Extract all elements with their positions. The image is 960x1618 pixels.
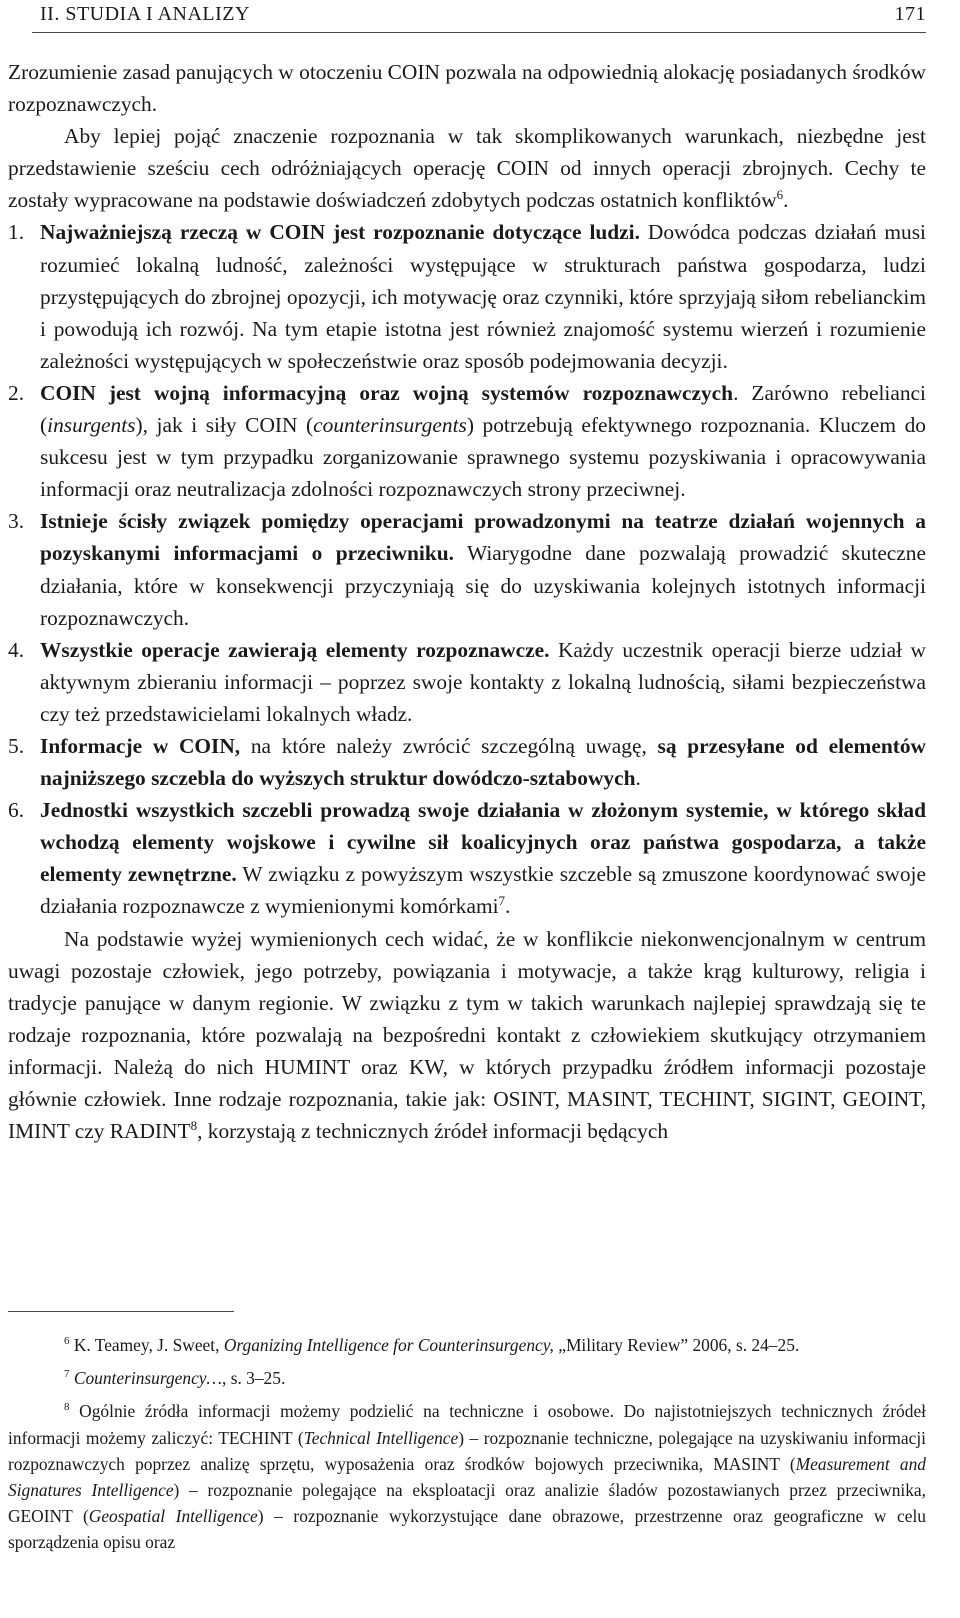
footnote-text: ) – rozpoznanie techniczne, polegające na uzyskiwaniu informacji rozpoznawczych poprzez analizę sprzętu, wyposażenia oraz środków bojowych przeciwnika, MASINT (	[8, 1427, 926, 1474]
footnote-text: ) – rozpoznanie polegające na eksploatacji oraz analizie śladów pozostawianych przez przeciwnika, GEOINT (	[8, 1480, 926, 1527]
paragraph-text: .	[783, 188, 789, 213]
list-item	[8, 505, 926, 633]
footnote-text: K. Teamey, J. Sweet,	[69, 1335, 224, 1355]
list-item-heading: Istnieje ścisły związek pomiędzy operacjami prowadzonymi na teatrze działań wojennych a pozyskanymi informacjami o przeciwniku.	[40, 509, 926, 566]
footnote-number: 8	[64, 1401, 70, 1414]
italic-term: insurgents	[47, 413, 136, 438]
paragraph	[8, 120, 926, 216]
footnote-text: , s. 3–25.	[222, 1368, 286, 1389]
list-item-text: ), jak i siły COIN (	[135, 413, 314, 438]
footnote-text: ) – rozpoznanie wykorzystujące dane obrazowe, przestrzenne oraz geograficzne w celu sporządzenia opisu oraz	[8, 1506, 926, 1553]
footnote-text: Ogólnie źródła informacji możemy podzielić na techniczne i osobowe. Do najistotniejszych technicznych źródeł informacji możemy zaliczyć: TECHINT (	[8, 1401, 926, 1448]
footnote-number: 6	[64, 1335, 70, 1348]
list-item-text: Każdy uczestnik operacji bierze udział w aktywnym zbieraniu informacji – poprzez swoje kontakty z lokalną ludnością, siłami bezpieczeństwa czy też przedstawicielami lokalnych władz.	[40, 637, 927, 726]
footnote-term: Technical Intelligence	[303, 1427, 459, 1448]
list-item-heading: są przesyłane od elementów najniższego szczebla do wyższych struktur dowódczo-sztabowych	[40, 733, 926, 791]
paragraph-text: , korzystają z technicznych źródeł informacji będących	[197, 1119, 669, 1144]
footnote	[8, 1332, 926, 1358]
footnote-ref: 8	[190, 1117, 198, 1133]
list-item-text: . Zarówno rebelianci (	[40, 380, 926, 438]
list-number: 5.	[8, 733, 25, 758]
list-item-text: .	[635, 766, 641, 791]
list-item-heading: COIN jest wojną informacyjną oraz wojną systemów rozpoznawczych	[40, 380, 734, 405]
paragraph-text: Na podstawie wyżej wymienionych cech widać, że w konflikcie niekonwencjonalnym w centrum uwagi pozostaje człowiek, jego potrzeby, powiązania i motywacje, a także krąg kulturowy, religia i tradycje panujące w danym regionie. W związku z tym w takich warunkach najlepiej sprawdzają się te rodzaje rozpoznania, które pozwalają na bezpośredni kontakt z człowiekiem skutkujący otrzymaniem informacji. Należą do nich HUMINT oraz KW, w których przypadku źródłem informacji pozostaje głównie człowiek. Inne rodzaje rozpoznania, takie jak: OSINT, MASINT, TECHINT, SIGINT, GEOINT, IMINT czy RADINT	[8, 926, 926, 1144]
list-item-heading: Wszystkie operacje zawierają elementy rozpoznawcze.	[40, 637, 550, 662]
paragraph-text: Aby lepiej pojąć znaczenie rozpoznania w tak skomplikowanych warunkach, niezbędne jest przedstawienie sześciu cech odróżniających operację COIN od innych operacji zbrojnych. Cechy te zostały wypracowane na podstawie doświadczeń zdobytych podczas ostatnich konfliktów	[8, 124, 926, 213]
list-item-text: Wiarygodne dane pozwalają prowadzić skuteczne działania, które w konsekwencji przyczyniają się do uzyskiwania kolejnych istotnych informacji rozpoznawczych.	[40, 541, 926, 630]
paragraph	[8, 923, 926, 1148]
list-item	[8, 377, 926, 505]
section-title: II. STUDIA I ANALIZY	[40, 3, 250, 25]
list-item	[8, 794, 926, 922]
footnote-text: „Military Review” 2006, s. 24–25.	[553, 1335, 800, 1355]
paragraph-text: Zrozumienie zasad panujących w otoczeniu COIN pozwala na odpowiednią alokację posiadanych środków rozpoznawczych.	[8, 60, 926, 117]
list-number: 1.	[8, 220, 25, 245]
list-item-heading: Najważniejszą rzeczą w COIN jest rozpoznanie dotyczące ludzi.	[40, 220, 640, 245]
list-item	[8, 216, 926, 376]
list-number: 4.	[8, 637, 25, 662]
list-item-heading: Informacje w COIN,	[40, 733, 241, 758]
footnote-title: Organizing Intelligence for Counterinsurgency,	[223, 1335, 554, 1355]
list-item-text: .	[505, 894, 511, 919]
list-number: 2.	[8, 380, 25, 405]
paragraph	[8, 56, 926, 120]
footnote-divider	[8, 1311, 234, 1312]
footnote-number: 7	[64, 1368, 70, 1381]
footnote	[8, 1365, 926, 1391]
list-number: 6.	[8, 798, 25, 823]
footnotes	[8, 1332, 926, 1556]
page-number: 171	[894, 3, 926, 25]
main-text	[8, 56, 926, 1147]
list-item-text: ) potrzebują efektywnego rozpoznania. Kluczem do sukcesu jest w tym przypadku zorganizowanie sprawnego systemu pozyskiwania i opracowywania informacji oraz neutralizacja zdolności rozpoznawczych strony przeciwnej.	[40, 413, 926, 502]
footnote-title: Counterinsurgency…	[73, 1368, 222, 1389]
footnote-term: Geospatial Intelligence	[88, 1506, 258, 1527]
footnote-ref: 7	[498, 893, 506, 909]
list-item	[8, 634, 926, 730]
list-item-text: Dowódca podczas działań musi rozumieć lokalną ludność, zależności występujące w strukturach państwa gospodarza, ludzi przystępujących do zbrojnej opozycji, ich motywację oraz czynniki, które sprzyjają siłom rebelianckim i powodują ich rozwój. Na tym etapie istotna jest również znajomość systemu wierzeń i rozumienie zależności występujących w społeczeństwie oraz sposób podejmowania decyzji.	[40, 220, 926, 373]
list-item-text: W związku z powyższym wszystkie szczeble są zmuszone koordynować swoje działania rozpoznawcze z wymienionymi komórkami	[40, 862, 926, 919]
list-number: 3.	[8, 509, 25, 534]
footnote	[8, 1398, 926, 1555]
footnote-ref: 6	[776, 187, 784, 203]
footnote-term: Measurement and Signatures Intelligence	[8, 1453, 926, 1501]
running-header	[32, 0, 926, 33]
list-item-heading: Jednostki wszystkich szczebli prowadzą swoje działania w złożonym systemie, w którego skład wchodzą elementy wojskowe i cywilne sił koalicyjnych oraz państwa gospodarza, a także elementy zewnętrzne.	[40, 798, 926, 887]
list-item-text: na które należy zwrócić szczególną uwagę,	[240, 733, 658, 758]
italic-term: counterinsurgents	[313, 413, 467, 438]
list-item	[8, 730, 926, 794]
